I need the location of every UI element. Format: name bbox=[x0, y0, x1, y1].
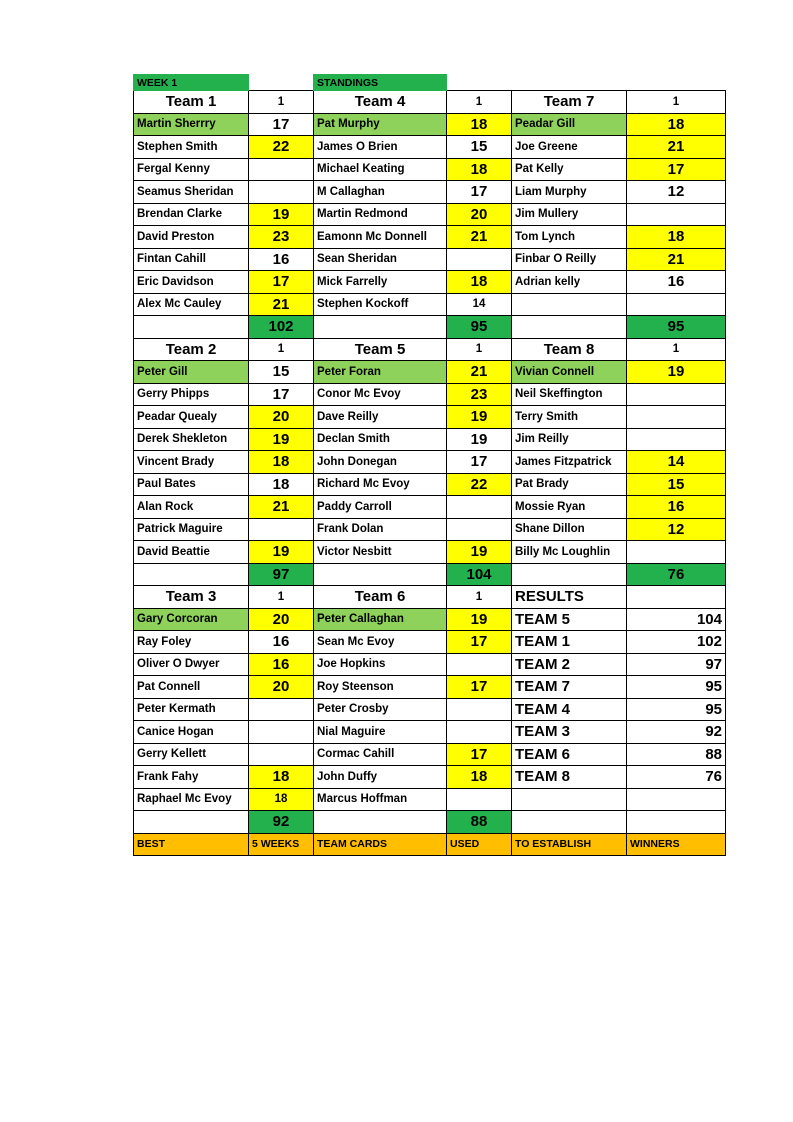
team-total: 97 bbox=[249, 563, 314, 586]
result-score: 76 bbox=[627, 766, 726, 789]
footer-note: BEST bbox=[134, 833, 249, 856]
player-score bbox=[627, 383, 726, 406]
player-name: Frank Fahy bbox=[134, 766, 249, 789]
player-score: 21 bbox=[249, 496, 314, 519]
result-team: TEAM 8 bbox=[512, 766, 627, 789]
player-name: Michael Keating bbox=[314, 158, 447, 181]
blank-cell bbox=[134, 563, 249, 586]
player-score: 21 bbox=[627, 248, 726, 271]
player-name: Richard Mc Evoy bbox=[314, 473, 447, 496]
player-score: 16 bbox=[249, 653, 314, 676]
team-name: Team 3 bbox=[134, 586, 249, 609]
player-name: M Callaghan bbox=[314, 181, 447, 204]
player-name: Stephen Smith bbox=[134, 136, 249, 159]
team-name: Team 4 bbox=[314, 91, 447, 114]
week-number: 1 bbox=[249, 91, 314, 114]
player-score: 19 bbox=[447, 608, 512, 631]
player-name: Fintan Cahill bbox=[134, 248, 249, 271]
player-score: 20 bbox=[249, 676, 314, 699]
result-score: 92 bbox=[627, 721, 726, 744]
player-name: Victor Nesbitt bbox=[314, 541, 447, 564]
footer-note: WINNERS bbox=[627, 833, 726, 856]
player-score: 21 bbox=[627, 136, 726, 159]
result-score: 102 bbox=[627, 631, 726, 654]
player-name: Eric Davidson bbox=[134, 271, 249, 294]
player-score bbox=[447, 518, 512, 541]
team-name: Team 5 bbox=[314, 338, 447, 361]
player-score: 17 bbox=[447, 743, 512, 766]
result-team: TEAM 5 bbox=[512, 608, 627, 631]
player-name: Alex Mc Cauley bbox=[134, 293, 249, 316]
team-name: Team 7 bbox=[512, 91, 627, 114]
blank-cell bbox=[314, 316, 447, 339]
player-score bbox=[249, 181, 314, 204]
player-score: 15 bbox=[627, 473, 726, 496]
result-score: 97 bbox=[627, 653, 726, 676]
player-score: 20 bbox=[447, 203, 512, 226]
player-name: Dave Reilly bbox=[314, 406, 447, 429]
player-score: 14 bbox=[627, 451, 726, 474]
player-score: 17 bbox=[447, 181, 512, 204]
sheet-row bbox=[134, 743, 726, 766]
player-name: Paul Bates bbox=[134, 473, 249, 496]
player-name: Sean Mc Evoy bbox=[314, 631, 447, 654]
player-name: Oliver O Dwyer bbox=[134, 653, 249, 676]
player-name: James Fitzpatrick bbox=[512, 451, 627, 474]
player-name: Peter Kermath bbox=[134, 698, 249, 721]
blank-cell bbox=[512, 316, 627, 339]
player-score bbox=[447, 653, 512, 676]
player-name: Terry Smith bbox=[512, 406, 627, 429]
player-name: Vivian Connell bbox=[512, 361, 627, 384]
player-score: 17 bbox=[447, 451, 512, 474]
sheet-row bbox=[134, 631, 726, 654]
player-score bbox=[447, 788, 512, 811]
result-team: TEAM 2 bbox=[512, 653, 627, 676]
team-total: 76 bbox=[627, 563, 726, 586]
player-score: 18 bbox=[447, 766, 512, 789]
blank-cell bbox=[447, 75, 512, 91]
standings-sheet bbox=[133, 74, 726, 856]
player-name: Frank Dolan bbox=[314, 518, 447, 541]
player-score: 18 bbox=[249, 766, 314, 789]
sheet-row bbox=[134, 293, 726, 316]
sheet-row bbox=[134, 181, 726, 204]
team-total: 104 bbox=[447, 563, 512, 586]
player-name: Mossie Ryan bbox=[512, 496, 627, 519]
player-name: Peadar Gill bbox=[512, 113, 627, 136]
blank-cell bbox=[512, 811, 627, 834]
sheet-row bbox=[134, 338, 726, 361]
week-number: 1 bbox=[447, 338, 512, 361]
player-name: Vincent Brady bbox=[134, 451, 249, 474]
player-name: John Donegan bbox=[314, 451, 447, 474]
player-name: Peadar Quealy bbox=[134, 406, 249, 429]
player-score: 17 bbox=[249, 383, 314, 406]
player-score bbox=[249, 518, 314, 541]
result-team: TEAM 6 bbox=[512, 743, 627, 766]
blank-cell bbox=[512, 563, 627, 586]
player-name: David Beattie bbox=[134, 541, 249, 564]
blank-cell bbox=[627, 811, 726, 834]
footer-note: TEAM CARDS bbox=[314, 833, 447, 856]
result-score: 95 bbox=[627, 676, 726, 699]
player-score: 18 bbox=[447, 271, 512, 294]
player-score: 19 bbox=[249, 428, 314, 451]
sheet-row bbox=[134, 473, 726, 496]
sheet-row bbox=[134, 316, 726, 339]
player-score bbox=[249, 743, 314, 766]
player-name: Shane Dillon bbox=[512, 518, 627, 541]
player-score: 18 bbox=[249, 788, 314, 811]
player-score bbox=[627, 541, 726, 564]
player-name: Pat Brady bbox=[512, 473, 627, 496]
team-total: 95 bbox=[627, 316, 726, 339]
player-name: Peter Callaghan bbox=[314, 608, 447, 631]
player-score: 17 bbox=[447, 631, 512, 654]
player-name: Gary Corcoran bbox=[134, 608, 249, 631]
player-score: 12 bbox=[627, 518, 726, 541]
team-total: 88 bbox=[447, 811, 512, 834]
player-score: 15 bbox=[447, 136, 512, 159]
player-score: 19 bbox=[249, 203, 314, 226]
player-name: Peter Gill bbox=[134, 361, 249, 384]
blank-cell bbox=[134, 316, 249, 339]
player-score: 12 bbox=[627, 181, 726, 204]
sheet-row bbox=[134, 75, 726, 91]
player-score: 20 bbox=[249, 406, 314, 429]
footer-note: TO ESTABLISH bbox=[512, 833, 627, 856]
player-name: Jim Mullery bbox=[512, 203, 627, 226]
blank-cell bbox=[627, 75, 726, 91]
team-name: Team 6 bbox=[314, 586, 447, 609]
player-name: Sean Sheridan bbox=[314, 248, 447, 271]
player-name: Gerry Kellett bbox=[134, 743, 249, 766]
player-score: 17 bbox=[627, 158, 726, 181]
player-name: Raphael Mc Evoy bbox=[134, 788, 249, 811]
team-name: Team 1 bbox=[134, 91, 249, 114]
result-team: TEAM 1 bbox=[512, 631, 627, 654]
sheet-row bbox=[134, 451, 726, 474]
player-score: 19 bbox=[627, 361, 726, 384]
player-name: James O Brien bbox=[314, 136, 447, 159]
sheet-row bbox=[134, 496, 726, 519]
player-score: 18 bbox=[627, 226, 726, 249]
blank-cell bbox=[314, 811, 447, 834]
sheet-row bbox=[134, 361, 726, 384]
sheet-row bbox=[134, 248, 726, 271]
player-name: Patrick Maguire bbox=[134, 518, 249, 541]
standings-label: STANDINGS bbox=[314, 75, 447, 91]
player-score: 18 bbox=[447, 113, 512, 136]
player-score bbox=[249, 698, 314, 721]
player-name: Pat Kelly bbox=[512, 158, 627, 181]
week-number: 1 bbox=[627, 338, 726, 361]
sheet-row bbox=[134, 158, 726, 181]
sheet-row bbox=[134, 676, 726, 699]
sheet-row bbox=[134, 788, 726, 811]
sheet-row bbox=[134, 653, 726, 676]
player-name: Conor Mc Evoy bbox=[314, 383, 447, 406]
sheet-row bbox=[134, 811, 726, 834]
player-score: 16 bbox=[249, 631, 314, 654]
player-score: 21 bbox=[249, 293, 314, 316]
blank-cell bbox=[512, 75, 627, 91]
sheet-row bbox=[134, 271, 726, 294]
player-name: Declan Smith bbox=[314, 428, 447, 451]
sheet-row bbox=[134, 428, 726, 451]
results-title: RESULTS bbox=[512, 586, 627, 609]
sheet-row bbox=[134, 406, 726, 429]
player-score bbox=[627, 406, 726, 429]
week-label: WEEK 1 bbox=[134, 75, 249, 91]
player-name: David Preston bbox=[134, 226, 249, 249]
player-score: 18 bbox=[627, 113, 726, 136]
player-name: Stephen Kockoff bbox=[314, 293, 447, 316]
sheet-row bbox=[134, 518, 726, 541]
player-name: Paddy Carroll bbox=[314, 496, 447, 519]
player-name bbox=[512, 293, 627, 316]
week-number: 1 bbox=[249, 338, 314, 361]
player-name: Marcus Hoffman bbox=[314, 788, 447, 811]
player-score bbox=[249, 721, 314, 744]
player-name: Canice Hogan bbox=[134, 721, 249, 744]
player-score: 18 bbox=[249, 473, 314, 496]
player-score: 19 bbox=[447, 428, 512, 451]
sheet-row bbox=[134, 698, 726, 721]
result-team: TEAM 3 bbox=[512, 721, 627, 744]
result-team: TEAM 7 bbox=[512, 676, 627, 699]
sheet-row bbox=[134, 203, 726, 226]
result-score: 95 bbox=[627, 698, 726, 721]
player-name: Liam Murphy bbox=[512, 181, 627, 204]
player-score bbox=[249, 158, 314, 181]
player-score bbox=[447, 248, 512, 271]
player-name: Mick Farrelly bbox=[314, 271, 447, 294]
sheet-row bbox=[134, 383, 726, 406]
player-score: 16 bbox=[627, 496, 726, 519]
player-score bbox=[447, 721, 512, 744]
player-score: 23 bbox=[249, 226, 314, 249]
week-number: 1 bbox=[447, 586, 512, 609]
week-number: 1 bbox=[249, 586, 314, 609]
sheet-row bbox=[134, 113, 726, 136]
player-name: Peter Foran bbox=[314, 361, 447, 384]
sheet-row bbox=[134, 586, 726, 609]
player-name: Peter Crosby bbox=[314, 698, 447, 721]
player-score: 19 bbox=[447, 406, 512, 429]
player-name: Martin Sherrry bbox=[134, 113, 249, 136]
footer-note: USED bbox=[447, 833, 512, 856]
player-score: 19 bbox=[447, 541, 512, 564]
player-score: 22 bbox=[447, 473, 512, 496]
player-name: Eamonn Mc Donnell bbox=[314, 226, 447, 249]
player-score bbox=[627, 428, 726, 451]
blank-cell bbox=[249, 75, 314, 91]
player-score: 17 bbox=[249, 113, 314, 136]
sheet-row bbox=[134, 721, 726, 744]
player-name: Brendan Clarke bbox=[134, 203, 249, 226]
result-team: TEAM 4 bbox=[512, 698, 627, 721]
player-name: Fergal Kenny bbox=[134, 158, 249, 181]
result-score bbox=[627, 788, 726, 811]
player-name: Derek Shekleton bbox=[134, 428, 249, 451]
team-total: 102 bbox=[249, 316, 314, 339]
player-score: 14 bbox=[447, 293, 512, 316]
player-name: Billy Mc Loughlin bbox=[512, 541, 627, 564]
sheet-row bbox=[134, 91, 726, 114]
player-score: 19 bbox=[249, 541, 314, 564]
player-name: Jim Reilly bbox=[512, 428, 627, 451]
team-name: Team 8 bbox=[512, 338, 627, 361]
week-number: 1 bbox=[447, 91, 512, 114]
result-team bbox=[512, 788, 627, 811]
player-name: Finbar O Reilly bbox=[512, 248, 627, 271]
blank-cell bbox=[627, 586, 726, 609]
player-name: Cormac Cahill bbox=[314, 743, 447, 766]
week-number: 1 bbox=[627, 91, 726, 114]
player-score: 16 bbox=[627, 271, 726, 294]
result-score: 88 bbox=[627, 743, 726, 766]
player-score: 18 bbox=[249, 451, 314, 474]
player-name: Nial Maguire bbox=[314, 721, 447, 744]
blank-cell bbox=[134, 811, 249, 834]
player-score: 23 bbox=[447, 383, 512, 406]
sheet-row bbox=[134, 226, 726, 249]
player-score bbox=[447, 496, 512, 519]
sheet-row bbox=[134, 766, 726, 789]
player-score: 21 bbox=[447, 226, 512, 249]
player-score: 17 bbox=[447, 676, 512, 699]
player-name: Gerry Phipps bbox=[134, 383, 249, 406]
blank-cell bbox=[314, 563, 447, 586]
player-score: 15 bbox=[249, 361, 314, 384]
player-name: Ray Foley bbox=[134, 631, 249, 654]
player-name: Alan Rock bbox=[134, 496, 249, 519]
player-score bbox=[627, 203, 726, 226]
team-total: 95 bbox=[447, 316, 512, 339]
player-name: Martin Redmond bbox=[314, 203, 447, 226]
player-score: 20 bbox=[249, 608, 314, 631]
team-total: 92 bbox=[249, 811, 314, 834]
result-score: 104 bbox=[627, 608, 726, 631]
player-name: John Duffy bbox=[314, 766, 447, 789]
player-name: Joe Greene bbox=[512, 136, 627, 159]
player-name: Roy Steenson bbox=[314, 676, 447, 699]
player-score bbox=[447, 698, 512, 721]
player-score: 16 bbox=[249, 248, 314, 271]
player-score: 21 bbox=[447, 361, 512, 384]
player-score bbox=[627, 293, 726, 316]
player-name: Pat Murphy bbox=[314, 113, 447, 136]
player-name: Tom Lynch bbox=[512, 226, 627, 249]
player-name: Seamus Sheridan bbox=[134, 181, 249, 204]
sheet-row bbox=[134, 541, 726, 564]
sheet-row bbox=[134, 608, 726, 631]
player-name: Pat Connell bbox=[134, 676, 249, 699]
player-name: Adrian kelly bbox=[512, 271, 627, 294]
sheet-row bbox=[134, 833, 726, 856]
player-score: 18 bbox=[447, 158, 512, 181]
team-name: Team 2 bbox=[134, 338, 249, 361]
player-score: 17 bbox=[249, 271, 314, 294]
player-name: Joe Hopkins bbox=[314, 653, 447, 676]
sheet-row bbox=[134, 136, 726, 159]
footer-note: 5 WEEKS bbox=[249, 833, 314, 856]
sheet-row bbox=[134, 563, 726, 586]
player-score: 22 bbox=[249, 136, 314, 159]
player-name: Neil Skeffington bbox=[512, 383, 627, 406]
